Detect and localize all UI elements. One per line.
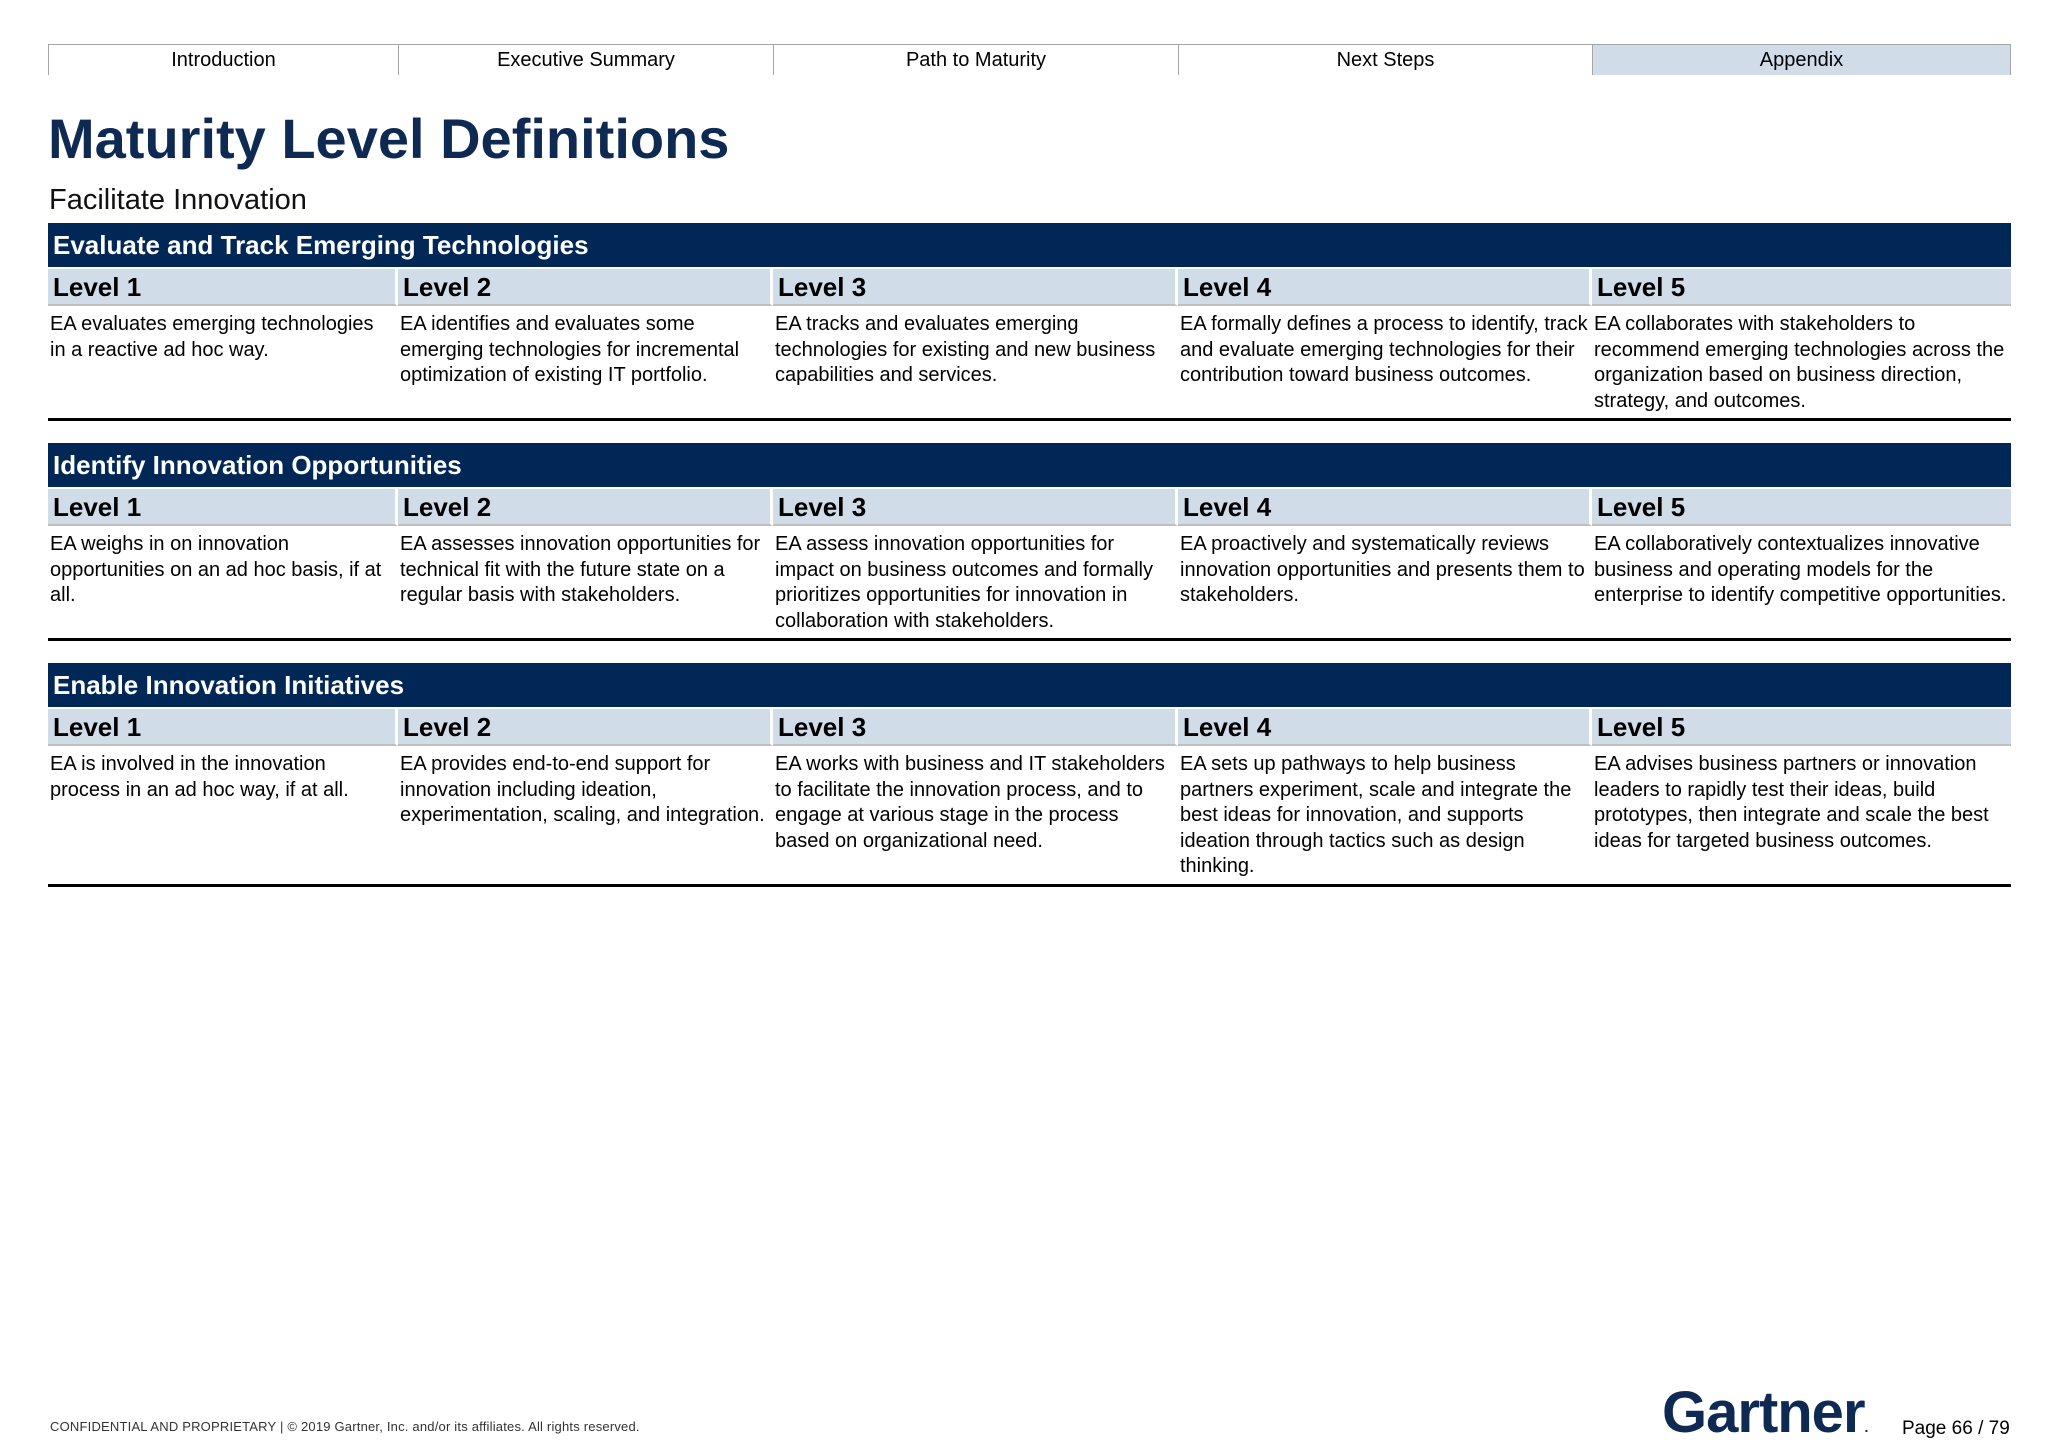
level-5-heading: Level 5 xyxy=(1592,269,2011,306)
level-3-heading: Level 3 xyxy=(773,489,1178,526)
level-5-description: EA collaboratively contextualizes innovative business and operating models for the enterprise to identify competitive opportunities. xyxy=(1594,533,2007,606)
level-row xyxy=(48,269,2011,306)
tab-executive-summary[interactable]: Executive Summary xyxy=(398,45,773,75)
description-row xyxy=(48,306,2011,421)
tab-appendix[interactable]: Appendix xyxy=(1592,45,2011,75)
level-1-heading: Level 1 xyxy=(48,269,398,306)
level-2-heading: Level 2 xyxy=(398,269,773,306)
section-header: Enable Innovation Initiatives xyxy=(48,663,2011,707)
level-5-description: EA advises business partners or innovation leaders to rapidly test their ideas, build prototypes, then integrate and scale the best ideas for targeted business outcomes. xyxy=(1594,753,1989,852)
section-header: Evaluate and Track Emerging Technologies xyxy=(48,223,2011,267)
section-identify-opportunities xyxy=(48,443,2011,641)
confidential-notice: CONFIDENTIAL AND PROPRIETARY | © 2019 Gartner, Inc. and/or its affiliates. All rights reserved. xyxy=(50,1419,640,1434)
page-subtitle: Facilitate Innovation xyxy=(49,184,307,216)
page-title: Maturity Level Definitions xyxy=(48,107,730,170)
level-4-heading: Level 4 xyxy=(1178,709,1592,746)
level-1-description: EA weighs in on innovation opportunities on an ad hoc basis, if at all. xyxy=(50,533,382,606)
level-1-description: EA evaluates emerging technologies in a reactive ad hoc way. xyxy=(50,313,374,361)
level-3-description: EA assess innovation opportunities for impact on business outcomes and formally prioritizes opportunities for innovation in collaboration with stakeholders. xyxy=(775,533,1153,632)
tab-introduction[interactable]: Introduction xyxy=(48,45,398,75)
level-5-heading: Level 5 xyxy=(1592,489,2011,526)
gartner-logo xyxy=(1662,1379,1867,1446)
description-row xyxy=(48,746,2011,887)
level-4-heading: Level 4 xyxy=(1178,489,1592,526)
level-row xyxy=(48,489,2011,526)
section-evaluate-track xyxy=(48,223,2011,421)
level-3-description: EA works with business and IT stakeholders to facilitate the innovation process, and to engage at various stage in the process based on organizational need. xyxy=(775,753,1165,852)
level-3-heading: Level 3 xyxy=(773,709,1178,746)
level-2-heading: Level 2 xyxy=(398,709,773,746)
level-4-description: EA sets up pathways to help business partners experiment, scale and integrate the best ideas for innovation, and supports ideation through tactics such as design thinking. xyxy=(1180,753,1572,877)
level-1-heading: Level 1 xyxy=(48,489,398,526)
tab-next-steps[interactable]: Next Steps xyxy=(1178,45,1592,75)
description-row xyxy=(48,526,2011,641)
level-2-description: EA provides end-to-end support for innovation including ideation, experimentation, scaling, and integration. xyxy=(400,753,765,826)
level-4-description: EA proactively and systematically reviews innovation opportunities and presents them to stakeholders. xyxy=(1180,533,1585,606)
section-header: Identify Innovation Opportunities xyxy=(48,443,2011,487)
level-2-description: EA assesses innovation opportunities for technical fit with the future state on a regular basis with stakeholders. xyxy=(400,533,761,606)
section-enable-initiatives xyxy=(48,663,2011,887)
level-row xyxy=(48,709,2011,746)
logo-text: Gartner xyxy=(1662,1380,1865,1445)
level-2-description: EA identifies and evaluates some emerging technologies for incremental optimization of existing IT portfolio. xyxy=(400,313,740,386)
level-1-heading: Level 1 xyxy=(48,709,398,746)
level-5-description: EA collaborates with stakeholders to recommend emerging technologies across the organization based on business direction, strategy, and outcomes. xyxy=(1594,313,2005,412)
level-3-description: EA tracks and evaluates emerging technologies for existing and new business capabilities and services. xyxy=(775,313,1156,386)
logo-mark: . xyxy=(1864,1419,1868,1435)
level-3-heading: Level 3 xyxy=(773,269,1178,306)
page-number: Page 66 / 79 xyxy=(1902,1418,2010,1439)
tab-path-to-maturity[interactable]: Path to Maturity xyxy=(773,45,1178,75)
level-4-description: EA formally defines a process to identify, track and evaluate emerging technologies for their contribution toward business outcomes. xyxy=(1180,313,1588,386)
level-1-description: EA is involved in the innovation process in an ad hoc way, if at all. xyxy=(50,753,349,801)
level-5-heading: Level 5 xyxy=(1592,709,2011,746)
level-4-heading: Level 4 xyxy=(1178,269,1592,306)
level-2-heading: Level 2 xyxy=(398,489,773,526)
top-nav xyxy=(48,44,2011,75)
